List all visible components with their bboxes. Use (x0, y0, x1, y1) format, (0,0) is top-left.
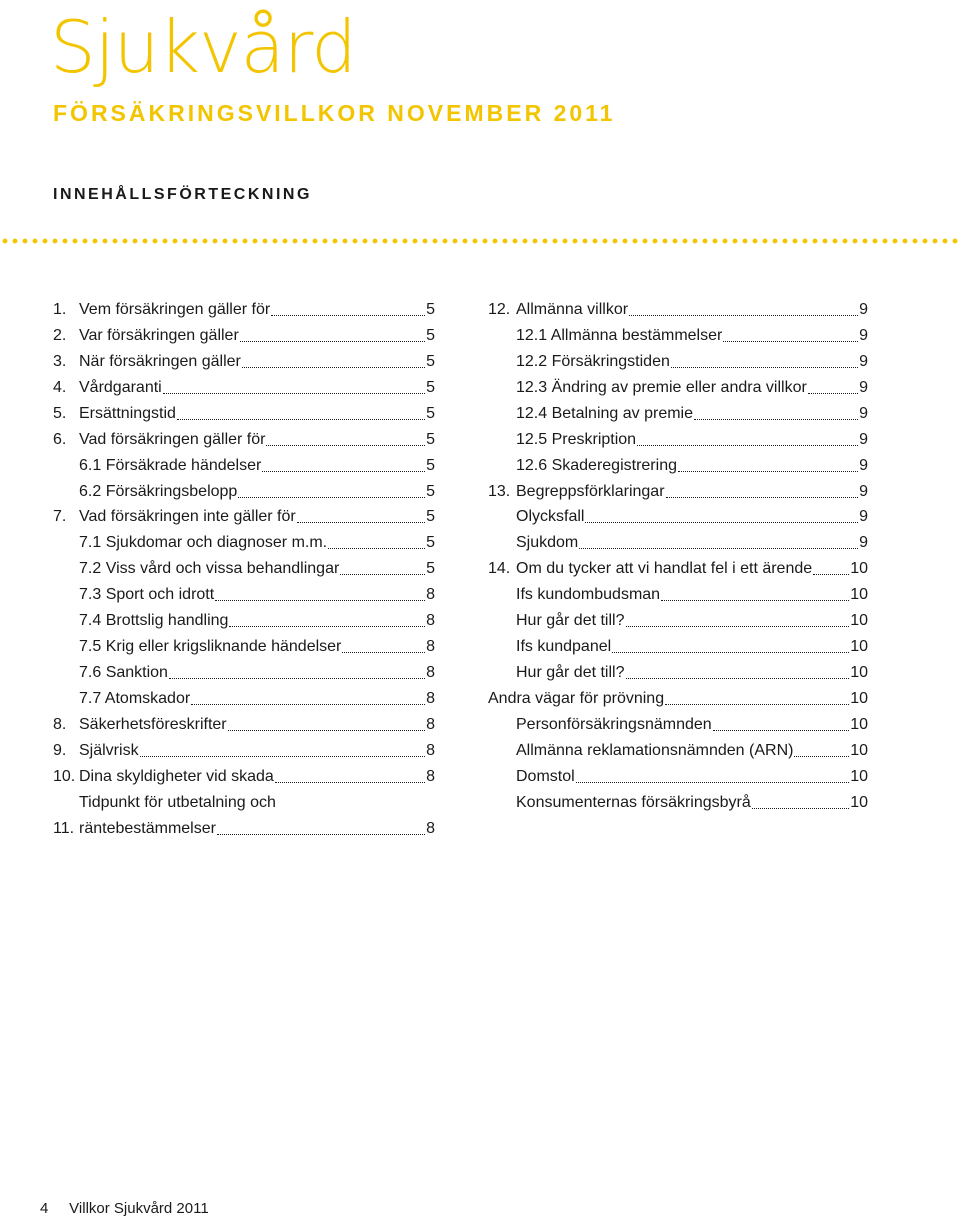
toc-entry-label: Vårdgaranti (79, 378, 162, 396)
toc-entry-page: 5 (426, 482, 435, 500)
toc-entry-label: Domstol (516, 767, 575, 785)
toc-entry-page: 8 (426, 638, 435, 656)
toc-entry-page: 10 (850, 664, 868, 682)
toc-entry-page: 5 (426, 534, 435, 552)
document-title: Sjukvård (50, 5, 356, 89)
toc-entry-label: 7.2 Viss vård och vissa behandlingar (79, 560, 340, 578)
toc-entry-number: 7. (53, 508, 67, 526)
toc-entry-page: 8 (426, 715, 435, 733)
dot-leader (713, 716, 850, 731)
toc-entry[interactable] (53, 787, 435, 839)
toc-entry-label: 12.1 Allmänna bestämmelser (516, 326, 723, 344)
toc-entry-page: 5 (426, 378, 435, 396)
toc-entry-label: 12.5 Preskription (516, 430, 637, 448)
toc-entry[interactable] (53, 683, 435, 709)
toc-entry-page: 8 (426, 741, 435, 759)
toc-entry-number: 10. (53, 767, 76, 785)
toc-entry-label: Om du tycker att vi handlat fel i ett ärende (516, 560, 813, 578)
toc-entry-label: Hur går det till? (516, 612, 625, 630)
toc-entry-page: 5 (426, 352, 435, 370)
dot-leader (661, 586, 849, 601)
toc-entry-page: 10 (850, 793, 868, 811)
dot-leader (177, 405, 425, 420)
dot-leader (585, 508, 858, 523)
toc-entry-number: 11. (53, 819, 75, 837)
toc-entry-page: 9 (859, 430, 868, 448)
toc-left-column (53, 294, 435, 839)
dot-leader (169, 664, 425, 679)
toc-entry-page: 5 (426, 300, 435, 318)
toc-entry-label: Personförsäkringsnämnden (516, 715, 712, 733)
dot-leader (140, 742, 426, 757)
dot-leader (342, 638, 425, 653)
toc-entry-page: 10 (850, 741, 868, 759)
toc-entry-page: 10 (850, 767, 868, 785)
dot-leader (637, 431, 858, 446)
toc-entry-page: 9 (859, 508, 868, 526)
toc-entry-label: 7.6 Sanktion (79, 664, 168, 682)
toc-entry-label: Säkerhetsföreskrifter (79, 715, 227, 733)
dot-leader (240, 327, 425, 342)
toc-entry-page: 9 (859, 300, 868, 318)
toc-entry-page: 10 (850, 586, 868, 604)
toc-entry[interactable] (53, 527, 435, 553)
toc-entry-label: Självrisk (79, 741, 139, 759)
toc-right-column (488, 294, 868, 813)
toc-entry[interactable] (53, 657, 435, 683)
toc-entry-page: 9 (859, 534, 868, 552)
toc-entry-label: 6.1 Försäkrade händelser (79, 456, 262, 474)
page-footer (40, 1200, 209, 1217)
toc-entry[interactable] (53, 631, 435, 657)
toc-entry-page: 5 (426, 326, 435, 344)
toc-entry[interactable] (488, 502, 868, 528)
toc-entry-number: 14. (488, 560, 511, 578)
toc-entry[interactable] (53, 761, 435, 787)
toc-entry[interactable] (488, 527, 868, 553)
document-subtitle: FÖRSÄKRINGSVILLKOR NOVEMBER 2011 (53, 100, 616, 126)
toc-entry[interactable] (488, 709, 868, 735)
toc-entry-page: 5 (426, 404, 435, 422)
footer-page-number: 4 (40, 1200, 49, 1217)
dot-leader (808, 379, 858, 394)
dot-leader (579, 534, 858, 549)
toc-entry-page: 8 (426, 586, 435, 604)
toc-entry-page: 9 (859, 404, 868, 422)
toc-entry-page: 10 (850, 715, 868, 733)
toc-entry-label: 12.4 Betalning av premie (516, 404, 693, 422)
toc-entry[interactable] (488, 476, 868, 502)
toc-entry-number: 1. (53, 300, 67, 318)
toc-entry-label: Sjukdom (516, 534, 579, 552)
dot-leader (228, 716, 425, 731)
toc-entry-page: 9 (859, 352, 868, 370)
toc-entry[interactable] (488, 605, 868, 631)
dot-leader (215, 586, 425, 601)
toc-entry-label: 12.2 Försäkringstiden (516, 352, 670, 370)
toc-entry-label: Dina skyldigheter vid skada (79, 767, 274, 785)
toc-entry-page: 10 (850, 612, 868, 630)
toc-entry-label: Tidpunkt för utbetalning och (79, 793, 276, 811)
toc-entry[interactable] (53, 476, 435, 502)
toc-entry-page: 5 (426, 508, 435, 526)
toc-entry-number: 13. (488, 482, 511, 500)
toc-entry-number: 8. (53, 715, 67, 733)
dot-leader (191, 690, 425, 705)
toc-entry[interactable] (488, 657, 868, 683)
toc-entry-label: När försäkringen gäller (79, 352, 241, 370)
toc-entry[interactable] (488, 553, 868, 579)
toc-entry[interactable] (53, 579, 435, 605)
toc-entry[interactable] (53, 320, 435, 346)
toc-entry-number: 12. (488, 300, 511, 318)
dot-leader (813, 560, 849, 575)
toc-entry-page: 10 (850, 638, 868, 656)
toc-entry[interactable] (53, 735, 435, 761)
dot-leader (271, 301, 425, 316)
toc-entry[interactable] (53, 450, 435, 476)
toc-entry-label: Olycksfall (516, 508, 585, 526)
toc-entry-page: 9 (859, 456, 868, 474)
dot-leader (262, 457, 425, 472)
toc-entry[interactable] (53, 502, 435, 528)
toc-entry[interactable] (53, 346, 435, 372)
dot-leader (238, 483, 425, 498)
toc-entry[interactable] (53, 605, 435, 631)
toc-entry-number: 4. (53, 378, 67, 396)
toc-entry-label: 7.5 Krig eller krigsliknande händelser (79, 638, 342, 656)
toc-entry-page: 10 (850, 560, 868, 578)
dot-leader (328, 534, 425, 549)
toc-entry-number: 5. (53, 404, 67, 422)
toc-entry-label: 12.6 Skaderegistrering (516, 456, 677, 474)
toc-entry-page: 9 (859, 326, 868, 344)
toc-entry-label: Konsumenternas försäkringsbyrå (516, 793, 751, 811)
dotted-divider (0, 236, 960, 246)
toc-entry[interactable] (488, 294, 868, 320)
dot-leader (629, 301, 858, 316)
dot-leader (242, 353, 425, 368)
toc-entry-label: 6.2 Försäkringsbelopp (79, 482, 238, 500)
dot-leader (576, 768, 850, 783)
toc-entry-label: Var försäkringen gäller (79, 326, 239, 344)
toc-entry-label: 7.3 Sport och idrott (79, 586, 215, 604)
toc-entry-page: 5 (426, 456, 435, 474)
footer-text: Villkor Sjukvård 2011 (69, 1200, 209, 1217)
toc-entry[interactable] (488, 761, 868, 787)
dot-leader (694, 405, 858, 420)
toc-entry[interactable] (53, 709, 435, 735)
toc-entry-page: 5 (426, 430, 435, 448)
dot-leader (163, 379, 425, 394)
toc-entry-label: Andra vägar för prövning (488, 690, 665, 707)
toc-entry-label: Allmänna reklamationsnämnden (ARN) (516, 741, 794, 759)
toc-entry-page: 5 (426, 560, 435, 578)
toc-entry-label: 12.3 Ändring av premie eller andra villkor (516, 378, 807, 396)
dot-leader (665, 690, 849, 705)
dot-leader (723, 327, 858, 342)
toc-entry[interactable] (488, 579, 868, 605)
dot-leader (626, 612, 850, 627)
toc-entry-page: 8 (426, 612, 435, 630)
toc-entry[interactable] (488, 735, 868, 761)
toc-entry[interactable] (488, 424, 868, 450)
toc-entry-label: Ifs kundombudsman (516, 586, 661, 604)
toc-entry-label: Vad försäkringen gäller för (79, 430, 266, 448)
toc-entry-number: 6. (53, 430, 67, 448)
dot-leader (626, 664, 850, 679)
toc-heading: INNEHÅLLSFÖRTECKNING (53, 186, 312, 203)
toc-entry-page: 10 (850, 690, 868, 707)
dot-leader (671, 353, 858, 368)
toc-entry[interactable] (53, 424, 435, 450)
dot-leader (666, 483, 859, 498)
dot-leader (340, 560, 425, 575)
dot-leader (794, 742, 849, 757)
toc-entry-page: 8 (426, 767, 435, 785)
toc-entry-label: Ifs kundpanel (516, 638, 612, 656)
toc-entry-label: Ersättningstid (79, 404, 176, 422)
dot-leader (217, 820, 425, 835)
toc-entry[interactable] (53, 398, 435, 424)
toc-entry-label: Vad försäkringen inte gäller för (79, 508, 296, 526)
toc-entry-label: Allmänna villkor (516, 300, 629, 318)
toc-entry-label: Vem försäkringen gäller för (79, 300, 271, 318)
toc-entry-page: 9 (859, 378, 868, 396)
toc-entry[interactable] (488, 372, 868, 398)
toc-entry[interactable] (488, 346, 868, 372)
toc-entry[interactable] (488, 787, 868, 813)
toc-entry[interactable] (53, 553, 435, 579)
toc-entry-label: 7.7 Atomskador (79, 690, 191, 707)
toc-entry-label: 7.4 Brottslig handling (79, 612, 229, 630)
toc-entry[interactable] (53, 372, 435, 398)
toc-entry[interactable] (488, 631, 868, 657)
toc-entry[interactable] (488, 320, 868, 346)
dot-leader (266, 431, 425, 446)
toc-entry-number: 9. (53, 741, 67, 759)
toc-entry-label: 7.1 Sjukdomar och diagnoser m.m. (79, 534, 328, 552)
toc-entry-number: 2. (53, 326, 67, 344)
dot-leader (297, 508, 425, 523)
toc-entry-page: 9 (859, 482, 868, 500)
toc-entry-page: 8 (426, 690, 435, 707)
toc-entry-label-continued: räntebestämmelser (79, 819, 216, 837)
toc-entry[interactable] (488, 450, 868, 476)
dot-leader (612, 638, 849, 653)
toc-entry-label: Begreppsförklaringar (516, 482, 665, 500)
dot-leader (678, 457, 858, 472)
toc-entry-label: Hur går det till? (516, 664, 625, 682)
toc-entry[interactable] (53, 294, 435, 320)
dot-leader (275, 768, 425, 783)
toc-entry[interactable] (488, 398, 868, 424)
dot-leader (229, 612, 425, 627)
toc-entry-number: 3. (53, 352, 67, 370)
toc-entry-page: 8 (426, 664, 435, 682)
dot-leader (752, 794, 849, 809)
toc-entry[interactable] (488, 683, 868, 709)
toc-entry-page: 8 (426, 819, 435, 837)
